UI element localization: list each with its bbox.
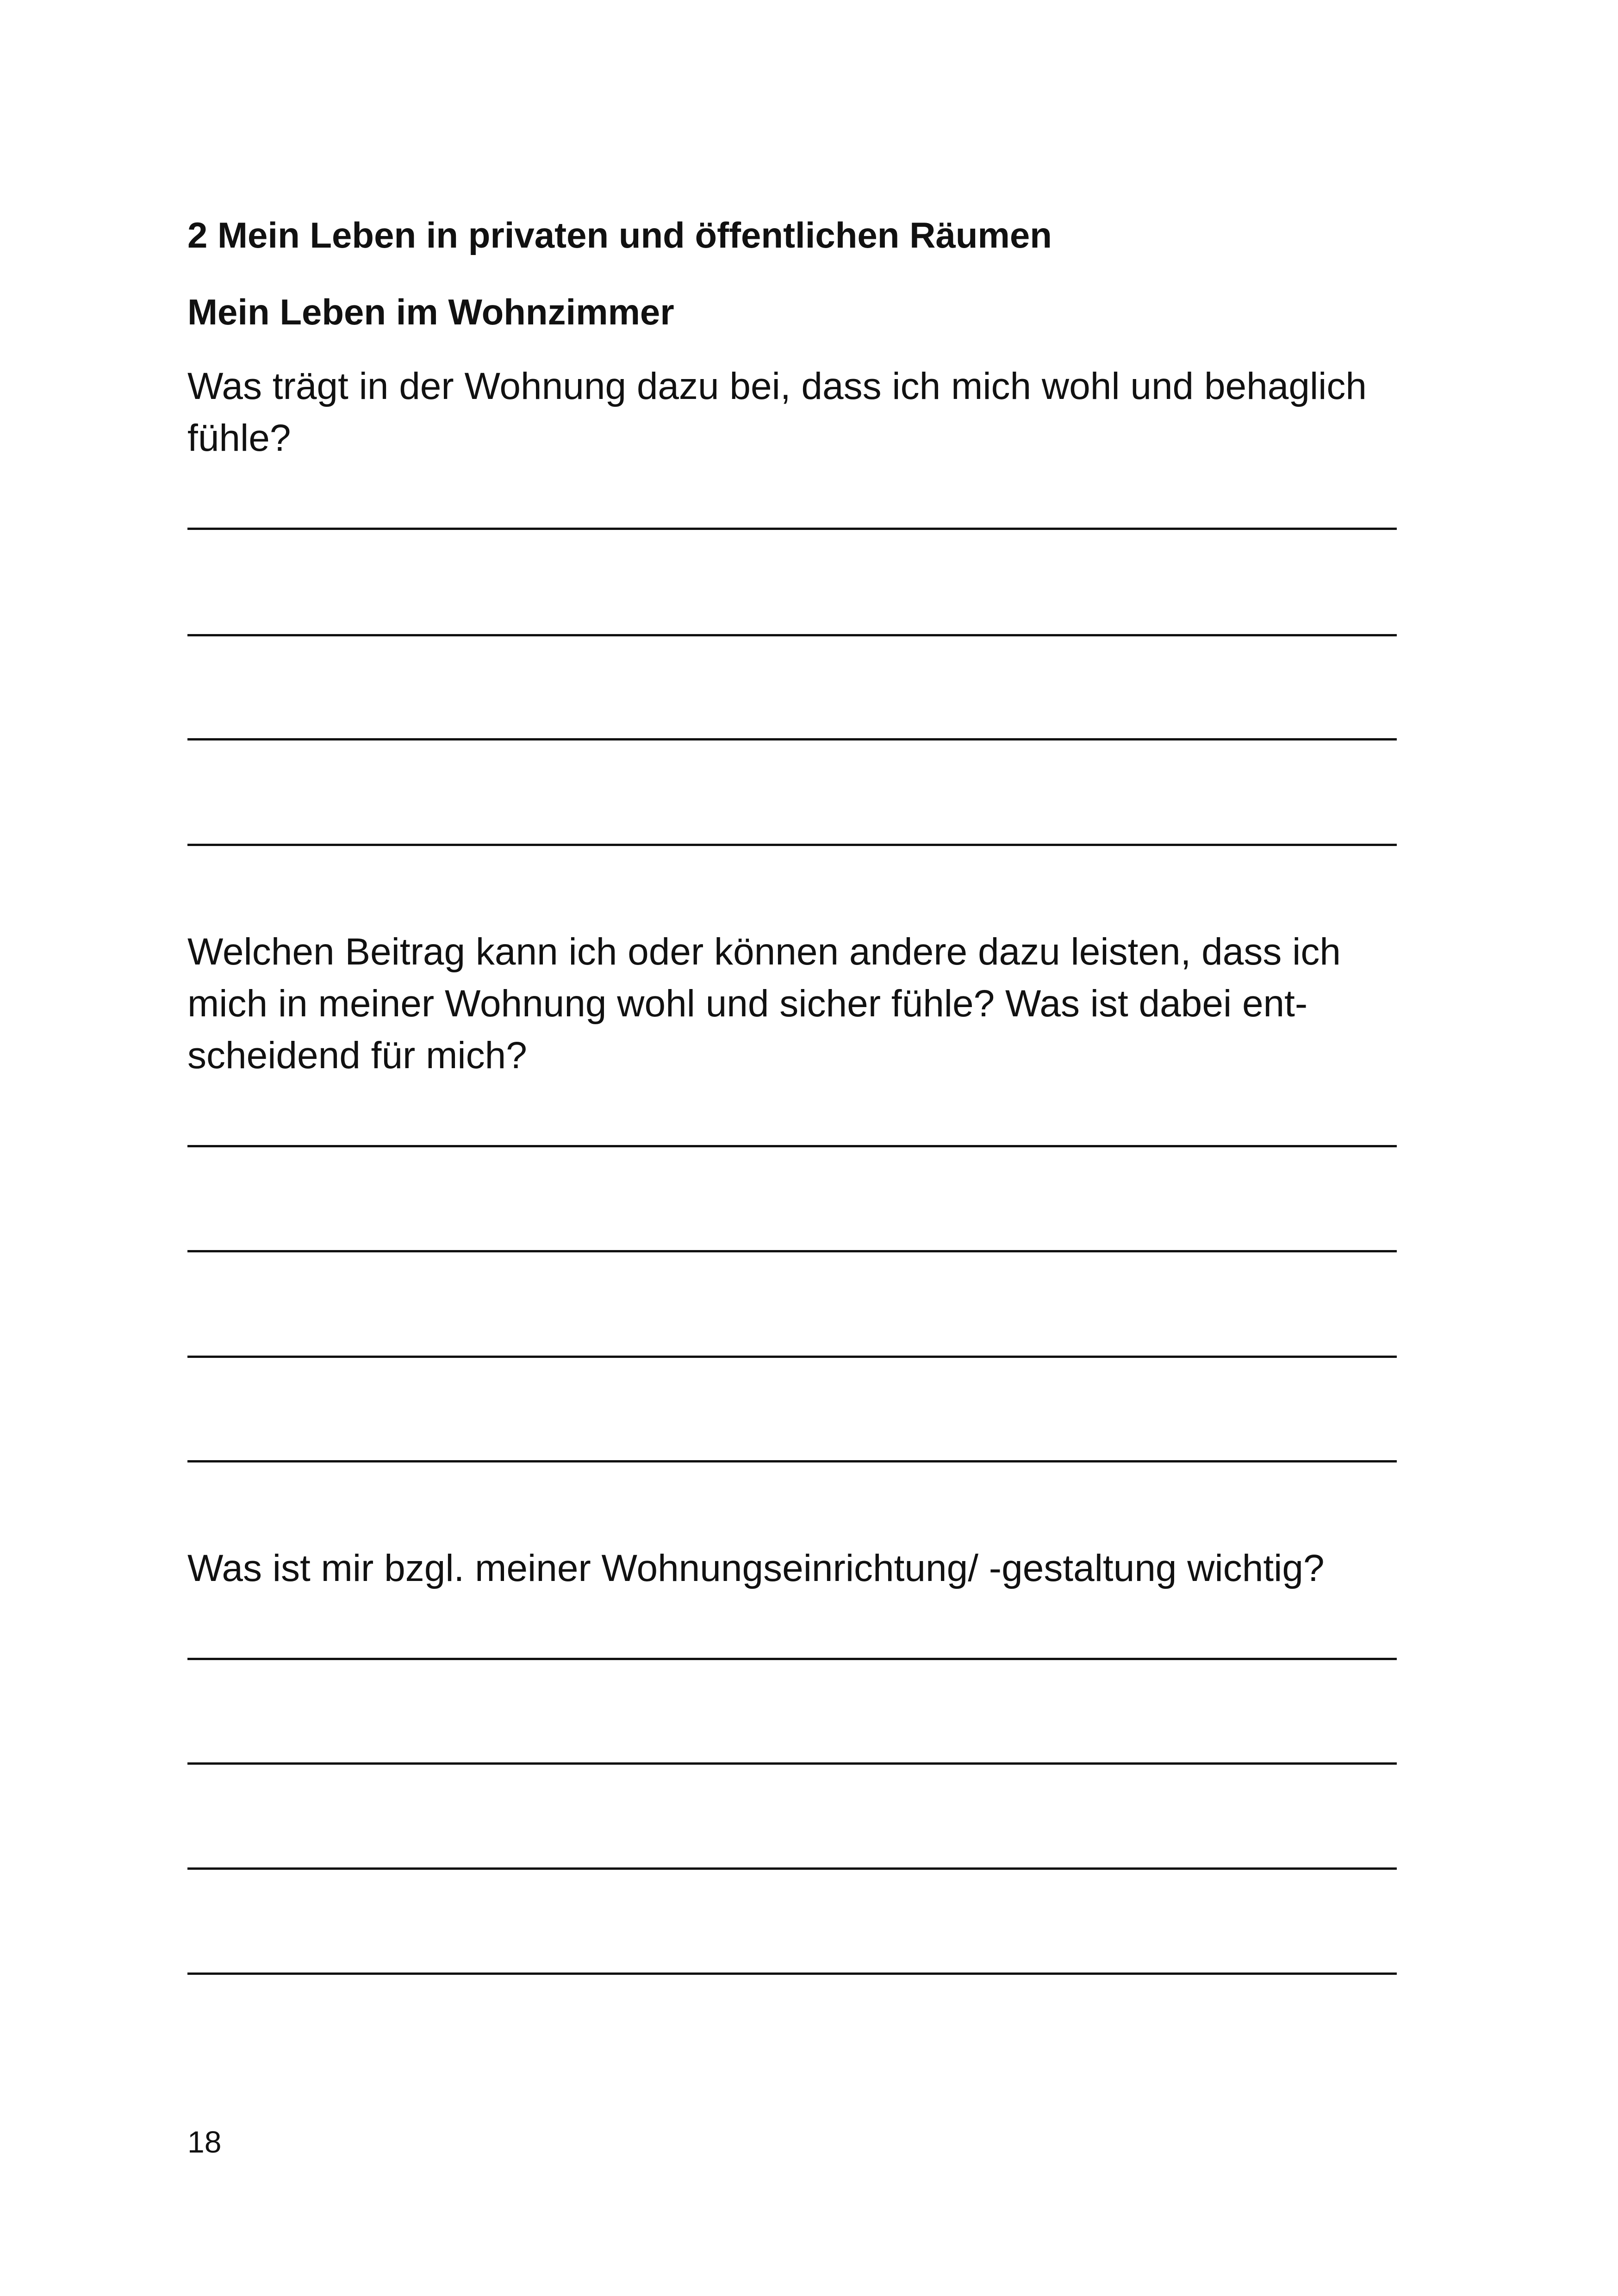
page-number: 18 [187, 2125, 222, 2159]
section-title: 2 Mein Leben in privaten und öffentlichen Räumen [187, 215, 1052, 255]
question-2-line-3: scheidend für mich? [187, 1034, 527, 1076]
answer-line[interactable] [187, 634, 1397, 636]
answer-line[interactable] [187, 1658, 1397, 1660]
answer-line[interactable] [187, 1460, 1397, 1462]
answer-line[interactable] [187, 738, 1397, 740]
answer-line[interactable] [187, 844, 1397, 846]
question-1-line-2: fühle? [187, 417, 291, 459]
answer-line[interactable] [187, 1250, 1397, 1252]
question-2-line-1: Welchen Beitrag kann ich oder können andere dazu leisten, dass ich [187, 931, 1341, 973]
answer-line[interactable] [187, 1972, 1397, 1975]
answer-line[interactable] [187, 1356, 1397, 1358]
answer-line[interactable] [187, 528, 1397, 530]
question-1-line-1: Was trägt in der Wohnung dazu bei, dass ich mich wohl und behaglich [187, 365, 1367, 407]
question-3-line-1: Was ist mir bzgl. meiner Wohnungseinrichtung/ -gestaltung wichtig? [187, 1547, 1325, 1589]
answer-line[interactable] [187, 1762, 1397, 1765]
question-2-line-2: mich in meiner Wohnung wohl und sicher fühle? Was ist dabei ent- [187, 983, 1308, 1025]
answer-line[interactable] [187, 1145, 1397, 1147]
subsection-title: Mein Leben im Wohnzimmer [187, 292, 674, 332]
answer-line[interactable] [187, 1867, 1397, 1870]
